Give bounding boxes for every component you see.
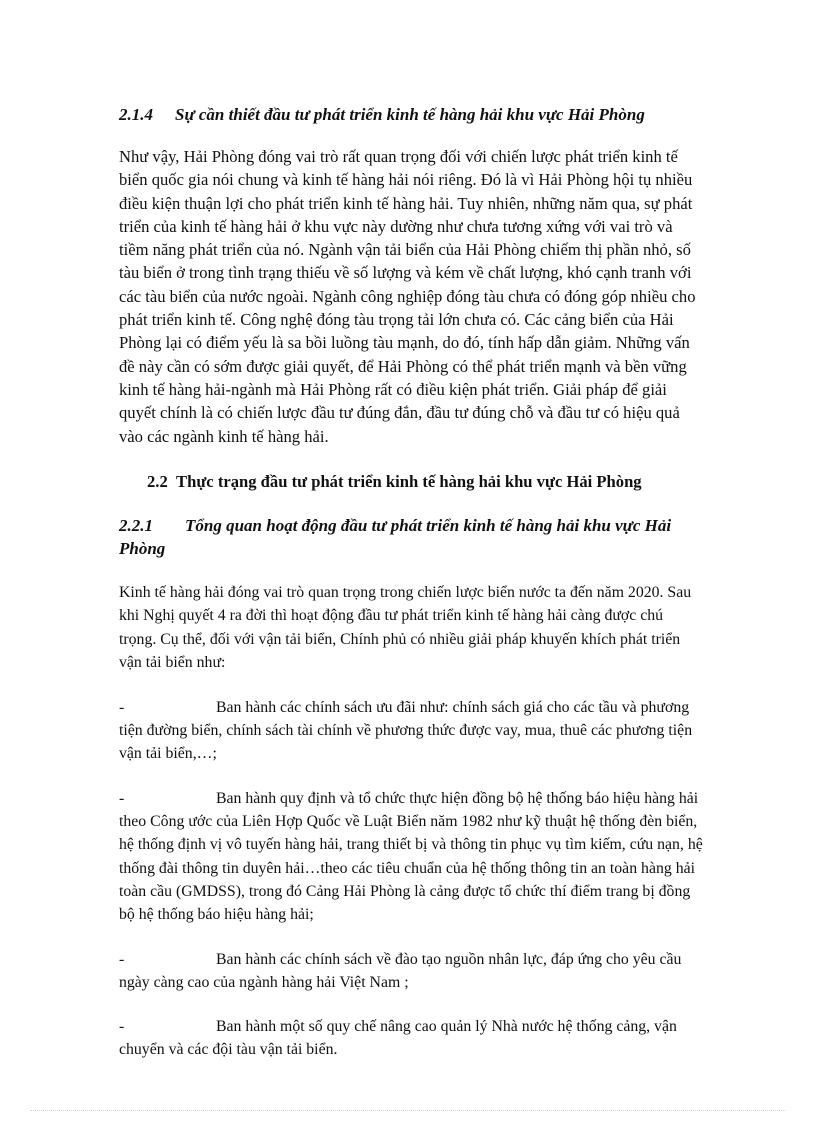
heading-title: Sự cần thiết đầu tư phát triển kinh tế hàng hải khu vực Hải Phòng xyxy=(175,105,645,124)
heading-2-1-4 xyxy=(119,103,704,127)
heading-number: 2.2.1 xyxy=(119,515,153,535)
bullet-item xyxy=(119,948,704,995)
heading-number: 2.2 xyxy=(147,471,168,491)
bullet-dash: - xyxy=(119,1018,125,1036)
page-bottom-divider xyxy=(30,1110,786,1111)
bullet-text: Ban hành một số quy chế nâng cao quản lý Nhà nước hệ thống cảng, vận chuyển và các đội tàu vận tải biển. xyxy=(119,1018,677,1059)
heading-title: Thực trạng đầu tư phát triển kinh tế hàng hải khu vực Hải Phòng xyxy=(176,471,642,491)
heading-title: Tổng quan hoạt động đầu tư phát triển kinh tế hàng hải khu vực Hải Phòng xyxy=(119,515,672,558)
heading-2-2-1 xyxy=(119,514,704,560)
bullet-dash: - xyxy=(119,698,125,716)
heading-2-2 xyxy=(147,470,704,494)
bullet-item xyxy=(119,1015,704,1062)
bullet-text: Ban hành quy định và tổ chức thực hiện đồng bộ hệ thống báo hiệu hàng hải theo Công ước của Liên Hợp Quốc về Luật Biển năm 1982 như kỹ thuật hệ thống đèn biển, hệ thống định vị vô tuyến hàng hải, trang thiết bị và thông tin phục vụ tìm kiếm, cứu nạn, hệ thống đài thông tin duyên hải…theo các tiêu chuẩn của hệ thống thông tin an toàn hàng hải toàn cầu (GMDSS), trong đó Cảng Hải Phòng là cảng được tổ chức thí điểm trang bị đồng bộ hệ thống báo hiệu hàng hải; xyxy=(119,789,703,924)
bullet-dash: - xyxy=(119,789,125,807)
bullet-text: Ban hành các chính sách ưu đãi như: chính sách giá cho các tầu và phương tiện đường biển, chính sách tài chính về phương thức được vay, mua, thuê các phương tiện vận tải biển,…; xyxy=(119,698,693,763)
paragraph-2-1-4: Như vậy, Hải Phòng đóng vai trò rất quan trọng đối với chiến lược phát triển kinh tế biển quốc gia nói chung và kinh tế hàng hải nói riêng. Đó là vì Hải Phòng hội tụ nhiều điều kiện thuận lợi cho phát triển kinh tế hàng hải. Tuy nhiên, những năm qua, sự phát triển của kinh tế hàng hải ở khu vực này dường như chưa tương xứng với vai trò và tiềm năng phát triển của nó. Ngành vận tải biển của Hải Phòng chiếm thị phần nhỏ, số tàu biển ở trong tình trạng thiếu về số lượng và kém về chất lượng, khó cạnh tranh với các tàu biển của nước ngoài. Ngành công nghiệp đóng tàu chưa có đóng góp nhiều cho phát triển kinh tế. Công nghệ đóng tàu trọng tải lớn chưa có. Các cảng biển của Hải Phòng lại có điểm yếu là sa bồi luồng tàu mạnh, do đó, tính hấp dẫn giảm. Những vấn đề này cần có sớm được giải quyết, để Hải Phòng có thể phát triển mạnh và bền vững kinh tế hàng hải-ngành mà Hải Phòng rất có điều kiện phát triển. Giải pháp để giải quyết chính là có chiến lược đầu tư đúng đắn, đầu tư đúng chỗ và đầu tư có hiệu quả vào các ngành kinh tế hàng hải. xyxy=(119,147,696,446)
bullet-item xyxy=(119,787,704,927)
bullet-text: Ban hành các chính sách về đào tạo nguồn nhân lực, đáp ứng cho yêu cầu ngày càng cao của ngành hàng hải Việt Nam ; xyxy=(119,950,682,991)
paragraph-2-2-1: Kinh tế hàng hải đóng vai trò quan trọng trong chiến lược biển nước ta đến năm 2020. Sau khi Nghị quyết 4 ra đời thì hoạt động đầu tư phát triển kinh tế hàng hải càng được chú trọng. Cụ thể, đối với vận tải biển, Chính phủ có nhiều giải pháp khuyến khích phát triển vận tải biển như: xyxy=(119,583,692,672)
heading-number: 2.1.4 xyxy=(119,105,153,124)
bullet-item xyxy=(119,696,704,766)
bullet-dash: - xyxy=(119,950,125,968)
document-page xyxy=(119,100,704,1062)
